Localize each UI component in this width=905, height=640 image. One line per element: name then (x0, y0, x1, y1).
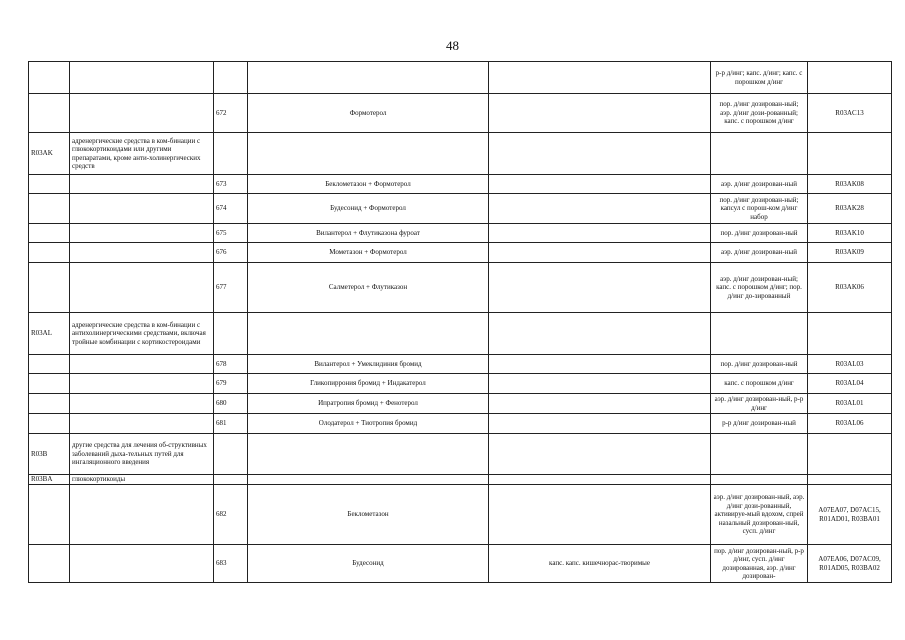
row-number: 678 (214, 355, 248, 374)
note-cell: капс. капс. кишечнорас-творимые (489, 545, 711, 583)
row-number: 681 (214, 414, 248, 434)
atc-group-code: R03AK (29, 133, 70, 175)
atc-code: R03AL04 (808, 374, 892, 394)
note-cell (489, 94, 711, 133)
drug-name (248, 133, 489, 175)
row-number: 677 (214, 263, 248, 313)
row-number: 683 (214, 545, 248, 583)
drug-name: Гликопиррония бромид + Индакатерол (248, 374, 489, 394)
group-name: адренергические средства в ком-бинации с антихолинергическими средствами, включая тройные комбинации с кортикостероидами (70, 313, 214, 355)
atc-code: R03AK28 (808, 194, 892, 224)
dosage-form: аэр. д/инг дозирован-ный (711, 175, 808, 194)
atc-code: R03AK08 (808, 175, 892, 194)
dosage-form: пор. д/инг дозирован-ный, р-р д/инг, сусп. д/инг дозированная, аэр. д/инг дозирован- (711, 545, 808, 583)
row-number: 675 (214, 224, 248, 243)
drug-table (28, 61, 892, 583)
group-name (70, 175, 214, 194)
atc-code: R03AL06 (808, 414, 892, 434)
atc-group-code (29, 374, 70, 394)
group-name (70, 224, 214, 243)
dosage-form: аэр. д/инг дозирован-ный, аэр. д/инг дози-рованный, активируе-мый вдохом, спрей назальный дозирован-ный, сусп. д/инг (711, 485, 808, 545)
row-number (214, 434, 248, 475)
dosage-form: пор. д/инг дозирован-ный (711, 224, 808, 243)
note-cell (489, 414, 711, 434)
atc-group-code (29, 175, 70, 194)
drug-name: Вилантерол + Флутиказона фуроат (248, 224, 489, 243)
note-cell (489, 475, 711, 485)
drug-name: Салметерол + Флутиказон (248, 263, 489, 313)
atc-group-code (29, 414, 70, 434)
row-number (214, 62, 248, 94)
drug-name (248, 434, 489, 475)
atc-code (808, 475, 892, 485)
group-name: глюкокортикоиды (70, 475, 214, 485)
dosage-form: р-р д/инг дозирован-ный (711, 414, 808, 434)
dosage-form: пор. д/инг дозирован-ный; капсул с порош-ком д/инг набор (711, 194, 808, 224)
group-name (70, 263, 214, 313)
dosage-form (711, 133, 808, 175)
table-row (29, 263, 892, 313)
drug-name: Будесонид + Формотерол (248, 194, 489, 224)
note-cell (489, 394, 711, 414)
note-cell (489, 194, 711, 224)
dosage-form: аэр. д/инг дозирован-ный, р-р д/инг (711, 394, 808, 414)
note-cell (489, 133, 711, 175)
row-number (214, 313, 248, 355)
table-row (29, 62, 892, 94)
atc-group-code: R03B (29, 434, 70, 475)
table-row (29, 355, 892, 374)
atc-code: R03AK06 (808, 263, 892, 313)
group-name (70, 394, 214, 414)
dosage-form: аэр. д/инг дозирован-ный (711, 243, 808, 263)
dosage-form: пор. д/инг дозирован-ный; аэр. д/инг дози-рованный; капс. с порошком д/инг (711, 94, 808, 133)
group-name (70, 194, 214, 224)
atc-code: R03AC13 (808, 94, 892, 133)
atc-group-code (29, 355, 70, 374)
note-cell (489, 355, 711, 374)
row-number (214, 133, 248, 175)
atc-group-code: R03AL (29, 313, 70, 355)
drug-name: Олодатерол + Тиотропия бромид (248, 414, 489, 434)
table-row (29, 194, 892, 224)
drug-name: Беклометазон (248, 485, 489, 545)
atc-group-code (29, 545, 70, 583)
note-cell (489, 62, 711, 94)
table-row (29, 133, 892, 175)
atc-code: A07EA06, D07AC09, R01AD05, R03BA02 (808, 545, 892, 583)
note-cell (489, 434, 711, 475)
drug-name: Будесонид (248, 545, 489, 583)
group-name (70, 485, 214, 545)
group-name (70, 374, 214, 394)
row-number: 672 (214, 94, 248, 133)
drug-name (248, 475, 489, 485)
dosage-form: капс. с порошком д/инг (711, 374, 808, 394)
atc-code (808, 62, 892, 94)
table-row (29, 545, 892, 583)
note-cell (489, 313, 711, 355)
note-cell (489, 485, 711, 545)
note-cell (489, 374, 711, 394)
atc-code: R03AL03 (808, 355, 892, 374)
group-name (70, 94, 214, 133)
note-cell (489, 224, 711, 243)
table-row (29, 175, 892, 194)
dosage-form (711, 313, 808, 355)
group-name (70, 545, 214, 583)
atc-group-code (29, 243, 70, 263)
atc-group-code (29, 194, 70, 224)
row-number: 682 (214, 485, 248, 545)
atc-group-code (29, 224, 70, 243)
dosage-form: р-р д/инг; капс. д/инг; капс. с порошком д/инг (711, 62, 808, 94)
table-row (29, 374, 892, 394)
group-name: другие средства для лечения об-структивных заболеваний дыха-тельных путей для ингаляционного введения (70, 434, 214, 475)
table-row (29, 94, 892, 133)
group-name: адренергические средства в ком-бинации с глюкокортикоидами или другими препаратами, кроме анти-холинергических средств (70, 133, 214, 175)
atc-group-code (29, 394, 70, 414)
atc-group-code (29, 62, 70, 94)
atc-group-code: R03BA (29, 475, 70, 485)
drug-name (248, 313, 489, 355)
row-number: 680 (214, 394, 248, 414)
table-row (29, 475, 892, 485)
dosage-form (711, 434, 808, 475)
atc-group-code (29, 263, 70, 313)
note-cell (489, 243, 711, 263)
drug-name: Формотерол (248, 94, 489, 133)
atc-code: R03AL01 (808, 394, 892, 414)
drug-name: Мометазон + Формотерол (248, 243, 489, 263)
group-name (70, 355, 214, 374)
table-row (29, 243, 892, 263)
group-name (70, 414, 214, 434)
table-row (29, 485, 892, 545)
atc-code: R03AK09 (808, 243, 892, 263)
row-number: 673 (214, 175, 248, 194)
table-row (29, 394, 892, 414)
dosage-form: аэр. д/инг дозирован-ный; капс. с порошком д/инг; пор. д/инг до-зированный (711, 263, 808, 313)
dosage-form (711, 475, 808, 485)
note-cell (489, 263, 711, 313)
atc-group-code (29, 94, 70, 133)
row-number: 674 (214, 194, 248, 224)
atc-code (808, 434, 892, 475)
group-name (70, 243, 214, 263)
drug-name: Ипратропия бромид + Фенотерол (248, 394, 489, 414)
drug-name (248, 62, 489, 94)
note-cell (489, 175, 711, 194)
atc-code (808, 313, 892, 355)
atc-code: A07EA07, D07AC15, R01AD01, R03BA01 (808, 485, 892, 545)
dosage-form: пор. д/инг дозирован-ный (711, 355, 808, 374)
table-row (29, 434, 892, 475)
drug-name: Беклометазон + Формотерол (248, 175, 489, 194)
atc-code: R03AK10 (808, 224, 892, 243)
atc-code (808, 133, 892, 175)
row-number: 676 (214, 243, 248, 263)
table-row (29, 414, 892, 434)
row-number (214, 475, 248, 485)
group-name (70, 62, 214, 94)
table-body (29, 62, 892, 583)
table-row (29, 224, 892, 243)
row-number: 679 (214, 374, 248, 394)
atc-group-code (29, 485, 70, 545)
table-row (29, 313, 892, 355)
page-number: 48 (446, 38, 459, 53)
drug-name: Вилантерол + Умеклидиния бромид (248, 355, 489, 374)
